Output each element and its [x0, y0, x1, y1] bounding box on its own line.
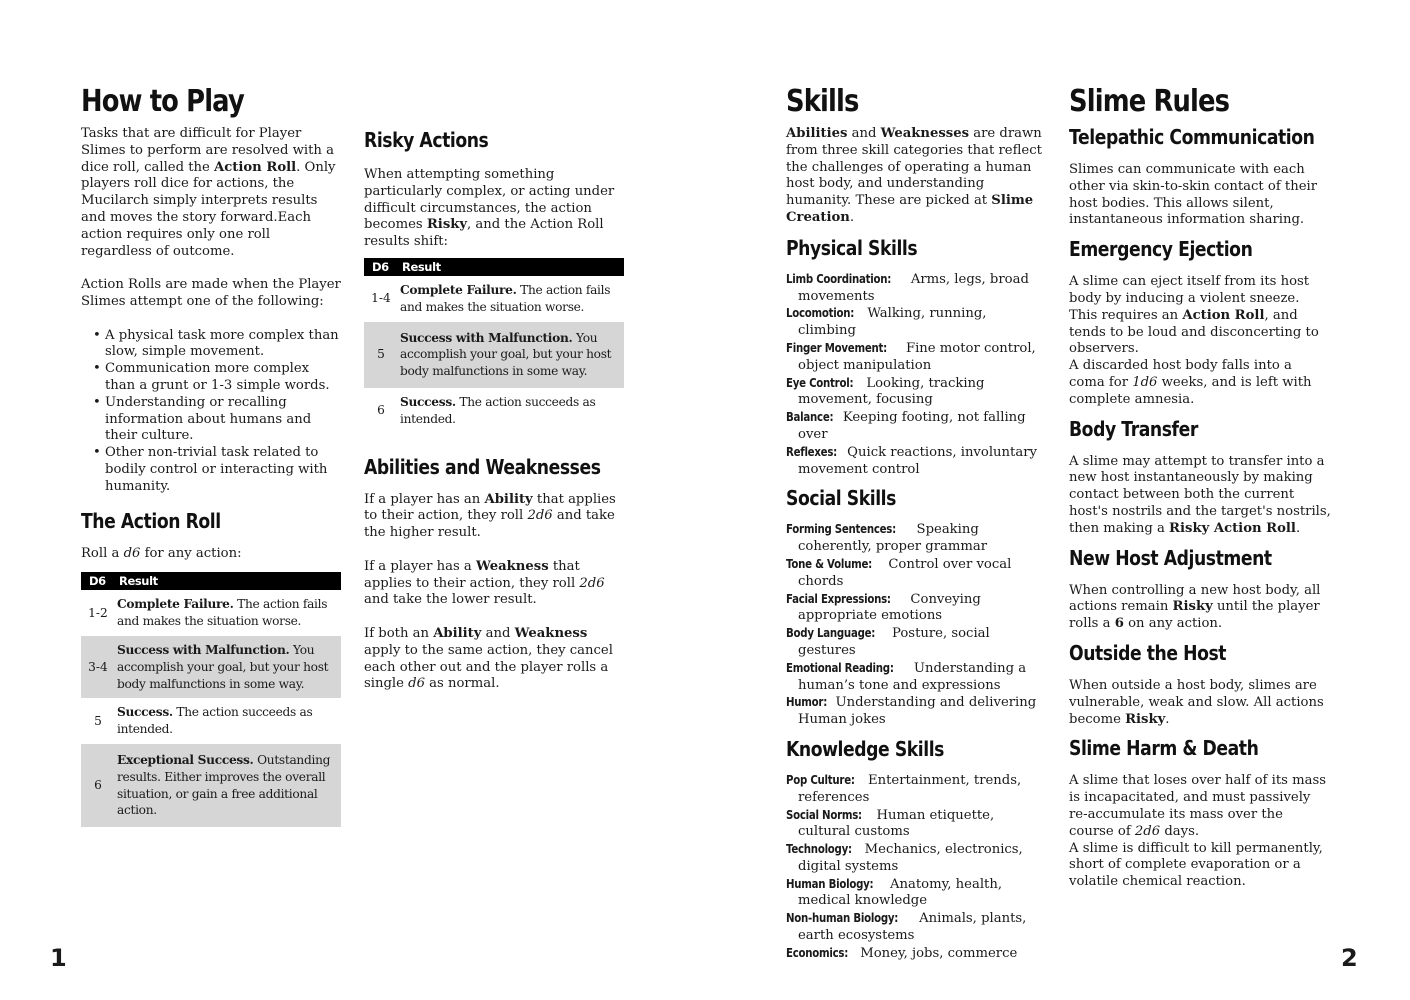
result-label: Complete Failure. — [117, 597, 234, 612]
harm-death-heading: Slime Harm & Death — [1069, 736, 1259, 761]
risky-intro-risky: Risky — [426, 217, 468, 233]
adjustment-risky: Risky — [1172, 599, 1213, 615]
ejection-text-a: A slime can eject itself from its host body by inducing a violent sneeze. This requires an — [1069, 274, 1310, 323]
slime-rules-title: Slime Rules — [1069, 84, 1230, 119]
harm-text-c: days. — [1160, 823, 1200, 839]
cancel-text-e: apply to the same action, they cancel each other out and the player rolls a single — [364, 642, 613, 692]
transfer-text-c: . — [1295, 520, 1301, 536]
skill-term: Facial Expressions: — [786, 591, 891, 606]
result-label: Complete Failure. — [400, 282, 517, 297]
physical-skills-list — [786, 271, 1048, 479]
roll-number: 6 — [377, 403, 385, 418]
skill-term: Emotional Reading: — [786, 660, 894, 675]
risky-roll-table — [364, 258, 624, 434]
roll-number: 5 — [364, 322, 398, 388]
skill-desc: Arms, legs, broad movements — [798, 271, 1029, 304]
skill-desc: Understanding a human’s tone and expressions — [798, 660, 1027, 693]
risky-intro — [364, 167, 626, 251]
roll-result — [115, 590, 341, 636]
result-text: The action succeeds as intended. — [400, 394, 596, 426]
ejection-text-c: , and tends to be loud and disconcerting to observers. — [1069, 307, 1319, 357]
harm-text — [1069, 773, 1331, 840]
weakness-text-e: and take the lower result. — [364, 592, 537, 608]
table-row — [364, 276, 624, 322]
result-text: You accomplish your goal, but your host body malfunctions in some way. — [400, 330, 612, 379]
list-item — [786, 556, 1048, 591]
roll-number: 1-2 — [88, 605, 108, 620]
adjustment-text-a: When controlling a new host body, all actions remain — [1069, 582, 1321, 615]
skill-desc: Entertainment, trends, references — [798, 772, 1022, 805]
skill-desc: Control over vocal chords — [798, 556, 1012, 589]
ability-text-c: that applies to their action, they roll — [364, 491, 616, 524]
intro-paragraph — [81, 126, 343, 260]
skill-desc: Mechanics, electronics, digital systems — [798, 842, 1023, 874]
social-skills-heading: Social Skills — [786, 486, 896, 511]
ejection-heading: Emergency Ejection — [1069, 237, 1253, 262]
weakness-term: Weakness — [475, 558, 549, 574]
ability-term: Ability — [484, 491, 533, 507]
result-text: The action fails and makes the situation worse. — [400, 282, 611, 314]
result-label: Success with Malfunction. — [117, 642, 290, 657]
page-number-left: 1 — [50, 944, 67, 972]
skill-term: Social Norms: — [786, 807, 862, 822]
action-roll-intro-a: Roll a — [81, 545, 124, 561]
result-label: Exceptional Success. — [117, 752, 254, 767]
how-to-play-title: How to Play — [81, 84, 244, 119]
action-roll-conditions-list — [81, 328, 343, 496]
skill-desc: Walking, running, climbing — [798, 306, 987, 339]
ability-dice: 2d6 — [527, 508, 553, 524]
roll-number: 5 — [94, 713, 102, 728]
ejection-action-roll: Action Roll — [1182, 307, 1265, 323]
skill-term: Body Language: — [786, 626, 876, 641]
ability-paragraph — [364, 492, 626, 542]
result-text: You accomplish your goal, but your host body malfunctions in some way. — [117, 642, 329, 691]
skills-title: Skills — [786, 84, 859, 119]
skills-intro-and: and — [847, 126, 881, 141]
skills-intro — [786, 126, 1048, 227]
roll-number: 6 — [81, 744, 115, 827]
action-roll-intro — [81, 546, 343, 563]
weakness-dice: 2d6 — [579, 575, 605, 591]
list-item — [786, 591, 1048, 626]
adjustment-text-e: on any action. — [1123, 616, 1223, 632]
action-roll-heading: The Action Roll — [81, 508, 221, 533]
skill-desc: Posture, social gestures — [798, 626, 990, 658]
cancel-weakness-term: Weakness — [514, 625, 588, 641]
list-item — [786, 772, 1048, 807]
adjustment-six: 6 — [1114, 616, 1124, 632]
skill-term: Locomotion: — [786, 306, 855, 321]
list-item — [786, 521, 1048, 556]
result-label: Success. — [400, 394, 456, 409]
action-roll-intro-b: for any action: — [140, 545, 242, 561]
action-roll-table — [81, 572, 341, 827]
cancel-ability-term: Ability — [433, 625, 482, 641]
skill-desc: Human etiquette, cultural customs — [798, 807, 995, 840]
result-text: The action fails and makes the situation worse. — [117, 597, 328, 629]
list-item — [786, 375, 1048, 410]
host-adjustment-heading: New Host Adjustment — [1069, 545, 1272, 570]
skill-term: Forming Sentences: — [786, 522, 896, 537]
die-column-header: D6 — [81, 572, 115, 590]
outside-text-c: . — [1165, 711, 1170, 727]
harm-text-a: A slime that loses over half of its mass is incapacitated, and must passively re-accumulate its mass over the course of — [1069, 773, 1326, 839]
table-row — [81, 698, 341, 744]
skill-desc: Understanding and delivering Human jokes — [798, 695, 1037, 728]
body-transfer-text — [1069, 454, 1331, 538]
skills-intro-end: . — [849, 209, 855, 225]
cancel-text-g: as normal. — [424, 676, 500, 692]
skill-desc: Quick reactions, involuntary movement control — [798, 444, 1037, 477]
table-row — [364, 388, 624, 434]
death-text: A slime is difficult to kill permanently, short of complete evaporation or a volatile chemical reaction. — [1069, 840, 1323, 890]
coma-dice: 1d6 — [1132, 374, 1158, 390]
risky-actions-column — [364, 127, 626, 693]
list-item — [786, 660, 1048, 695]
ability-text-a: If a player has an — [364, 491, 485, 507]
list-item: • Other non-trivial task related to bodily control or interacting with humanity. — [105, 445, 343, 495]
result-text: The action succeeds as intended. — [117, 705, 313, 737]
page-number-right: 2 — [1341, 944, 1358, 972]
skill-desc: Conveying appropriate emotions — [798, 591, 981, 624]
body-transfer-heading: Body Transfer — [1069, 416, 1198, 441]
intro-action-roll: Action Roll — [214, 159, 297, 175]
skills-intro-text: are drawn from three skill categories that reflect the challenges of operating a human host body, and understanding humanity. These are picked at — [786, 126, 1042, 209]
host-adjustment-text — [1069, 583, 1331, 633]
list-item — [786, 876, 1048, 911]
telepathic-heading: Telepathic Communication — [1069, 125, 1315, 149]
risky-intro-c: , and the Action Roll results shift: — [364, 217, 604, 250]
roll-number: 3-4 — [81, 636, 115, 698]
list-item — [786, 625, 1048, 660]
skill-term: Human Biology: — [786, 876, 874, 891]
table-row — [81, 590, 341, 636]
physical-skills-heading: Physical Skills — [786, 235, 918, 260]
telepathic-text: Slimes can communicate with each other via skin-to-skin contact of their host bodies. This allows silent, instantaneous information sharing. — [1069, 162, 1318, 228]
roll-result — [398, 388, 624, 434]
list-item — [786, 271, 1048, 306]
knowledge-skills-list — [786, 772, 1048, 963]
list-item — [786, 841, 1048, 876]
roll-result — [115, 698, 341, 744]
skill-desc: Keeping footing, not falling over — [798, 410, 1026, 442]
skill-desc: Looking, tracking movement, focusing — [798, 375, 985, 408]
cancel-paragraph — [364, 626, 626, 693]
roll-number: 1-4 — [371, 291, 391, 306]
coma-text-c: weeks, and is left with complete amnesia. — [1069, 374, 1312, 407]
list-item: • Communication more complex than a grunt or 1-3 simple words. — [105, 361, 343, 395]
skill-term: Tone & Volume: — [786, 556, 872, 571]
table-row — [81, 636, 341, 698]
transfer-risky-roll: Risky Action Roll — [1169, 520, 1296, 536]
skills-intro-weaknesses: Weaknesses — [880, 126, 970, 141]
list-item — [786, 409, 1048, 444]
ejection-text — [1069, 274, 1331, 358]
harm-dice: 2d6 — [1134, 823, 1161, 839]
roll-result — [115, 636, 341, 698]
coma-text — [1069, 358, 1331, 408]
roll-result — [398, 276, 624, 322]
list-item — [786, 444, 1048, 479]
intro-text-a: Tasks that are difficult for Player Slimes to perform are resolved with a dice roll, called the — [81, 126, 334, 175]
skill-desc: Anatomy, health, medical knowledge — [798, 876, 1003, 909]
skill-term: Non-human Biology: — [786, 911, 899, 926]
ability-text-e: and take the higher result. — [364, 508, 615, 541]
cancel-dice: d6 — [408, 676, 425, 692]
table-row — [364, 322, 624, 388]
skill-term: Pop Culture: — [786, 772, 855, 787]
result-label: Success with Malfunction. — [400, 330, 573, 345]
list-item — [786, 340, 1048, 375]
adjustment-text-c: until the player rolls a — [1069, 599, 1320, 632]
roll-result — [398, 322, 624, 388]
cancel-text-c: and — [481, 625, 515, 641]
list-item — [786, 945, 1048, 963]
table-header-row — [364, 258, 624, 276]
result-text: Outstanding results. Either improves the overall situation, or gain a free additional action. — [117, 752, 331, 818]
skill-term: Balance: — [786, 410, 834, 425]
coma-text-a: A discarded host body falls into a coma for — [1069, 358, 1292, 390]
weakness-text-a: If a player has a — [364, 558, 476, 574]
outside-host-text — [1069, 678, 1331, 728]
skill-term: Eye Control: — [786, 375, 854, 390]
slime-rules-column — [1069, 84, 1331, 891]
list-item — [786, 807, 1048, 842]
action-roll-intro-die: d6 — [123, 545, 141, 561]
list-item: • Understanding or recalling information about humans and their culture. — [105, 395, 343, 445]
die-column-header: D6 — [364, 258, 398, 276]
list-item — [786, 694, 1048, 729]
outside-text-a: When outside a host body, slimes are vulnerable, weak and slow. All actions become — [1069, 677, 1324, 727]
table-row — [81, 744, 341, 827]
skill-term: Reflexes: — [786, 444, 837, 459]
cancel-text-a: If both an — [364, 625, 434, 641]
result-column-header: Result — [115, 572, 341, 590]
list-item — [786, 910, 1048, 945]
list-item: • A physical task more complex than slow, simple movement. — [105, 328, 343, 362]
skill-term: Finger Movement: — [786, 340, 887, 355]
list-item — [786, 305, 1048, 340]
risky-actions-heading: Risky Actions — [364, 128, 489, 152]
skill-desc: Money, jobs, commerce — [856, 945, 1018, 961]
skill-desc: Fine motor control, object manipulation — [798, 340, 1036, 373]
skill-desc: Animals, plants, earth ecosystems — [798, 911, 1027, 944]
action-rolls-intro: Action Rolls are made when the Player Slimes attempt one of the following: — [81, 277, 341, 309]
result-column-header: Result — [398, 258, 624, 276]
knowledge-skills-heading: Knowledge Skills — [786, 736, 944, 761]
outside-host-heading: Outside the Host — [1069, 640, 1227, 665]
abilities-weaknesses-heading: Abilities and Weaknesses — [364, 454, 601, 479]
skill-desc: Speaking coherently, proper grammar — [798, 522, 988, 555]
skills-intro-slime-creation: Slime Creation — [786, 193, 1034, 225]
skill-term: Economics: — [786, 945, 849, 960]
risky-intro-a: When attempting something particularly complex, or acting under difficult circumstances, the action becomes — [364, 167, 615, 233]
skill-term: Humor: — [786, 695, 828, 710]
skill-term: Limb Coordination: — [786, 271, 892, 286]
table-header-row — [81, 572, 341, 590]
skills-intro-abilities: Abilities — [786, 126, 848, 141]
result-label: Success. — [117, 705, 173, 720]
outside-risky: Risky — [1125, 711, 1166, 727]
weakness-text-c: that applies to their action, they roll — [364, 558, 580, 591]
weakness-paragraph — [364, 559, 626, 609]
skills-column — [786, 84, 1048, 963]
transfer-text-a: A slime may attempt to transfer into a new host instantaneously by making contact between both the current host's nostrils and the target's nostrils, then making a — [1069, 453, 1331, 536]
how-to-play-column — [81, 84, 343, 827]
intro-text-c: . Only players roll dice for actions, the Mucilarch simply interprets results and moves the story forward.Each action requires only one roll regardless of outcome. — [81, 159, 336, 259]
skill-term: Technology: — [786, 842, 852, 857]
roll-result — [115, 744, 341, 827]
social-skills-list — [786, 521, 1048, 729]
